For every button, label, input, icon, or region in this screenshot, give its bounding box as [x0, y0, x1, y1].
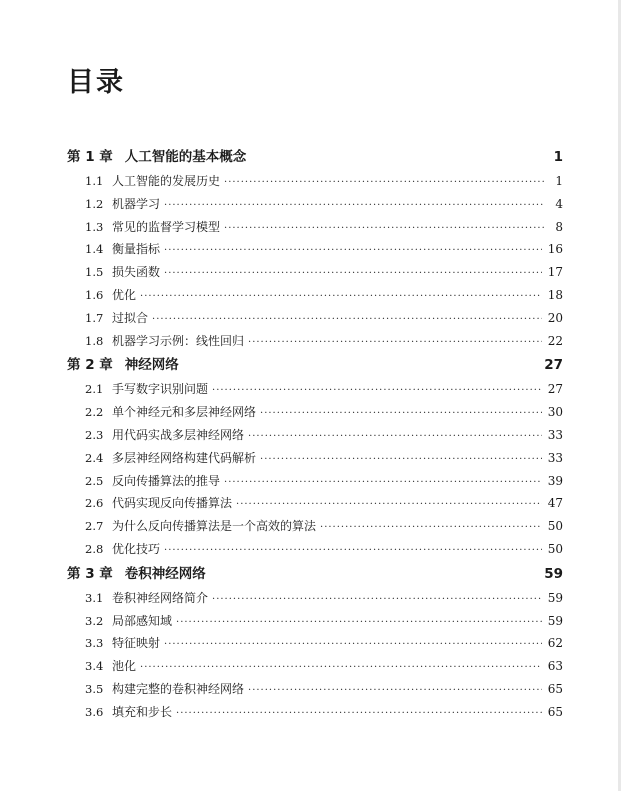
section-title: 用代码实战多层神经网络	[112, 427, 245, 442]
section-page: 20	[547, 310, 563, 325]
section-page: 62	[547, 636, 563, 651]
section-page: 39	[547, 473, 563, 488]
dot-leader	[224, 172, 545, 195]
dot-leader	[320, 517, 542, 540]
section-row[interactable]	[67, 424, 563, 447]
section-row[interactable]	[67, 701, 563, 724]
section-row[interactable]	[67, 632, 563, 655]
section-row[interactable]	[67, 216, 563, 239]
dot-leader	[260, 403, 542, 426]
section-title: 优化	[112, 287, 137, 302]
section-page: 16	[547, 242, 563, 257]
section-page: 8	[555, 219, 563, 234]
dot-leader	[236, 494, 542, 517]
section-number: 3.5	[85, 681, 104, 696]
section-page: 30	[547, 405, 563, 420]
chapter-page: 27	[544, 357, 563, 374]
dot-leader	[140, 657, 542, 680]
chapter-number: 第 3 章	[67, 565, 113, 582]
section-title: 机器学习	[112, 196, 161, 211]
section-number: 2.7	[85, 519, 104, 534]
section-page: 33	[547, 427, 563, 442]
section-page: 47	[547, 496, 563, 511]
chapter-row[interactable]	[67, 354, 563, 376]
chapter-page: 59	[544, 565, 563, 582]
dot-leader	[224, 472, 542, 495]
dot-leader	[212, 380, 542, 403]
section-page: 65	[547, 681, 563, 696]
section-number: 1.5	[85, 265, 104, 280]
chapter-title: 人工智能的基本概念	[124, 149, 247, 165]
section-number: 1.1	[85, 174, 104, 188]
section-page: 17	[547, 265, 563, 280]
chapter-row[interactable]	[67, 563, 563, 585]
chapter-row[interactable]	[67, 146, 563, 168]
section-row[interactable]	[67, 587, 563, 610]
section-title: 构建完整的卷积神经网络	[112, 681, 245, 696]
section-row[interactable]	[67, 170, 563, 193]
section-row[interactable]	[67, 261, 563, 284]
section-page: 27	[547, 382, 563, 397]
section-page: 4	[555, 196, 563, 211]
section-page: 1	[555, 174, 563, 188]
section-page: 33	[547, 450, 563, 465]
section-number: 2.1	[85, 382, 104, 397]
section-number: 1.7	[85, 310, 104, 325]
section-title: 局部感知域	[112, 613, 173, 628]
section-row[interactable]	[67, 238, 563, 261]
section-row[interactable]	[67, 330, 563, 353]
page-title: 目录	[67, 67, 125, 98]
chapter-title: 卷积神经网络	[124, 565, 206, 582]
dot-leader	[140, 286, 542, 309]
section-row[interactable]	[67, 447, 563, 470]
section-number: 1.4	[85, 242, 104, 257]
section-title: 池化	[112, 659, 137, 674]
section-row[interactable]	[67, 307, 563, 330]
section-title: 填充和步长	[112, 704, 173, 719]
section-number: 2.2	[85, 405, 104, 420]
dot-leader	[164, 540, 542, 563]
section-row[interactable]	[67, 378, 563, 401]
table-of-contents	[67, 146, 563, 724]
dot-leader	[176, 703, 542, 726]
section-title: 代码实现反向传播算法	[112, 496, 233, 511]
chapter-number: 第 2 章	[67, 357, 113, 374]
section-title: 过拟合	[112, 310, 149, 325]
section-number: 3.1	[85, 590, 104, 605]
section-number: 3.2	[85, 613, 104, 628]
section-number: 3.3	[85, 636, 104, 651]
section-number: 2.8	[85, 541, 104, 556]
section-title: 单个神经元和多层神经网络	[112, 405, 257, 420]
section-page: 63	[547, 659, 563, 674]
section-row[interactable]	[67, 193, 563, 216]
section-page: 59	[547, 590, 563, 605]
dot-leader	[248, 680, 542, 703]
section-row[interactable]	[67, 470, 563, 493]
section-row[interactable]	[67, 538, 563, 561]
section-page: 50	[547, 541, 563, 556]
dot-leader	[260, 449, 542, 472]
dot-leader	[164, 195, 545, 218]
section-title: 人工智能的发展历史	[112, 174, 221, 188]
section-row[interactable]	[67, 678, 563, 701]
section-page: 50	[547, 519, 563, 534]
dot-leader	[248, 332, 542, 355]
section-row[interactable]	[67, 515, 563, 538]
section-title: 为什么反向传播算法是一个高效的算法	[112, 519, 317, 534]
section-number: 2.4	[85, 450, 104, 465]
section-page: 59	[547, 613, 563, 628]
chapter-title: 神经网络	[124, 357, 179, 374]
section-number: 1.3	[85, 219, 104, 234]
section-number: 1.2	[85, 196, 104, 211]
section-number: 3.4	[85, 659, 104, 674]
chapter-number: 第 1 章	[67, 149, 113, 165]
section-title: 卷积神经网络简介	[112, 590, 209, 605]
section-title: 特征映射	[112, 636, 161, 651]
section-row[interactable]	[67, 655, 563, 678]
section-number: 2.6	[85, 496, 104, 511]
section-title: 优化技巧	[112, 541, 161, 556]
section-title: 机器学习示例：线性回归	[112, 333, 245, 348]
section-number: 3.6	[85, 704, 104, 719]
section-title: 损失函数	[112, 265, 161, 280]
dot-leader	[164, 240, 542, 263]
section-number: 2.5	[85, 473, 104, 488]
section-page: 18	[547, 287, 563, 302]
dot-leader	[152, 309, 542, 332]
section-page: 22	[547, 333, 563, 348]
dot-leader	[248, 426, 542, 449]
section-title: 反向传播算法的推导	[112, 473, 221, 488]
section-page: 65	[547, 704, 563, 719]
dot-leader	[164, 634, 542, 657]
section-number: 2.3	[85, 427, 104, 442]
section-title: 多层神经网络构建代码解析	[112, 450, 257, 465]
section-row[interactable]	[67, 610, 563, 633]
dot-leader	[224, 218, 545, 241]
dot-leader	[164, 263, 542, 286]
section-title: 衡量指标	[112, 242, 161, 257]
section-row[interactable]	[67, 492, 563, 515]
chapter-page: 1	[553, 149, 563, 165]
section-row[interactable]	[67, 401, 563, 424]
section-title: 手写数字识别问题	[112, 382, 209, 397]
section-row[interactable]	[67, 284, 563, 307]
section-title: 常见的监督学习模型	[112, 219, 221, 234]
section-number: 1.6	[85, 287, 104, 302]
dot-leader	[176, 612, 542, 635]
dot-leader	[212, 589, 542, 612]
section-number: 1.8	[85, 333, 104, 348]
